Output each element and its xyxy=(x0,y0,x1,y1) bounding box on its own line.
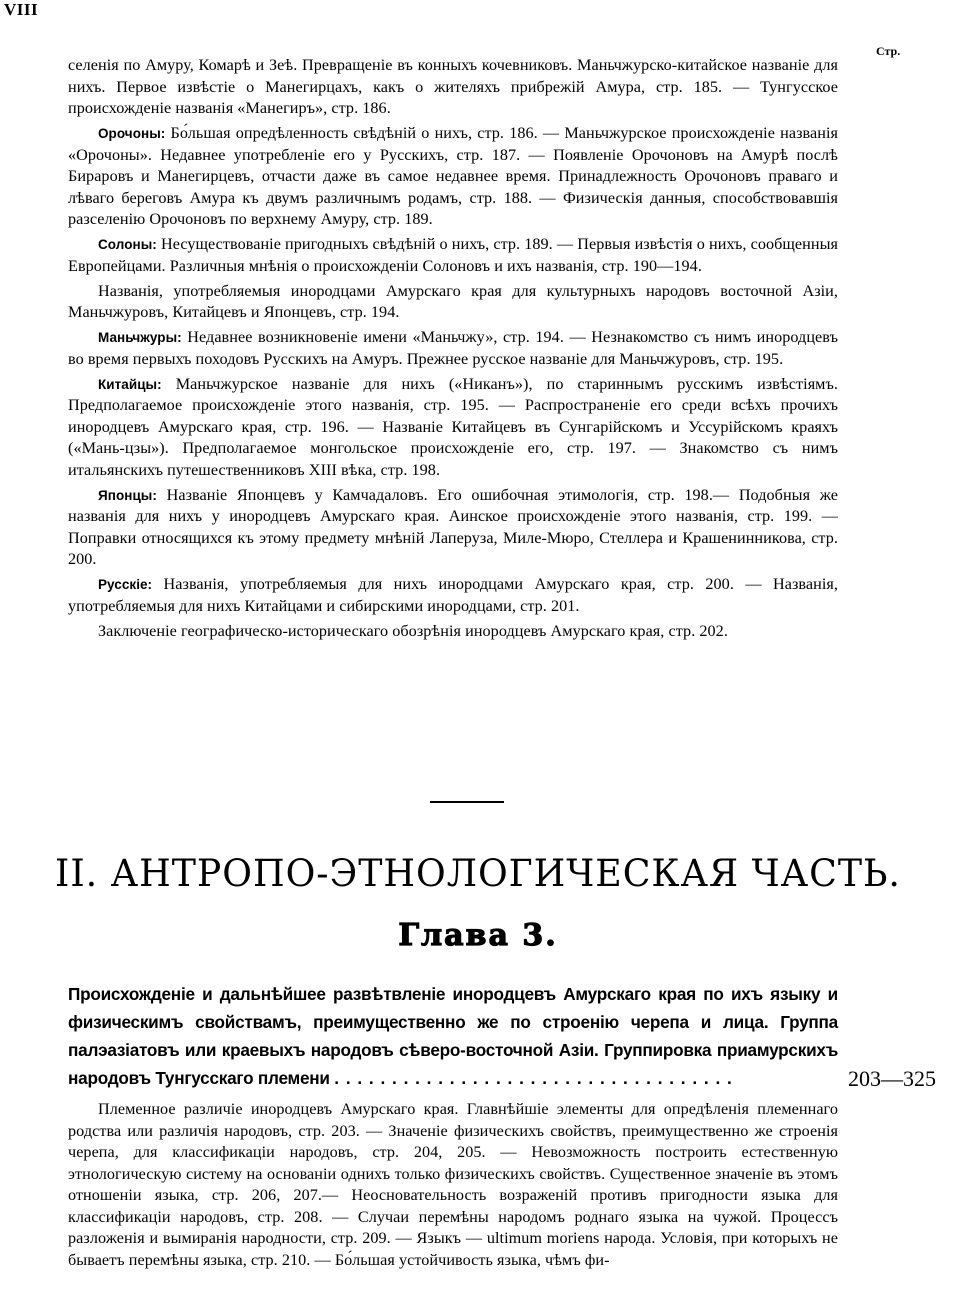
entry-text: Заключеніе географическо-историческаго обозрѣнія инородцевъ Амурскаго края, стр. 202. xyxy=(98,621,728,640)
entry-text: Названія, употребляемыя для нихъ инородцами Амурскаго края, стр. 200. — Названія, употребляемыя для нихъ Китайцами и сибирскими инородцами, стр. 201. xyxy=(68,575,838,615)
dot-leader: . . . . . . . . . . . . . . . . . . . . . . . . . . . . . . . . . . . xyxy=(334,1068,733,1088)
toc-entry xyxy=(68,374,838,482)
entry-keyword: Русскіе: xyxy=(98,577,153,592)
entry-text: Несуществованіе пригодныхъ свѣдѣній о нихъ, стр. 189. — Первыя извѣстія о нихъ, сообщенныя Европейцами. Различныя мнѣнія о происхожденіи Солоновъ и ихъ названія, стр. 190—194. xyxy=(68,235,838,275)
entry-keyword: Орочоны: xyxy=(98,126,166,141)
entry-keyword: Солоны: xyxy=(98,237,157,252)
page-number: VIII xyxy=(4,0,39,19)
toc-entries-top xyxy=(68,55,838,646)
chapter-summary-text: Происхожденіе и дальнѣйшее развѣтвленіе инородцевъ Амурскаго края по ихъ языку и физическимъ свойствамъ, преимущественно же по строенію черепа и лица. Группа палэазіатовъ или краевыхъ народовъ сѣверо-восточной Азіи. Группировка приамурскихъ народовъ Тунгусскаго племени xyxy=(68,984,838,1088)
entry-text: Маньчжурское названіе для нихъ («Никанъ»), по стариннымъ русскимъ извѣстіямъ. Предполагаемое происхожденіе этого названія, стр. 195. — Распространеніе его среди всѣхъ прочихъ инородцевъ Амурскаго края, стр. 196. — Названіе Китайцевъ въ Сунгарійскомъ и Уссурійскомъ краяхъ («Мань-цзы»). Предполагаемое монгольское происхожденіе его, стр. 197. — Знакомство съ нимъ итальянскихъ путешественниковъ XIII вѣка, стр. 198. xyxy=(68,374,838,479)
part-title: II. АНТРОПО-ЭТНОЛОГИЧЕСКАЯ ЧАСТЬ. xyxy=(55,852,901,895)
toc-entry xyxy=(68,485,838,571)
section-divider xyxy=(430,801,504,803)
entry-text: Племенное различіе инородцевъ Амурскаго края. Главнѣйшіе элементы для опредѣленія племеннаго родства или различія народовъ, стр. 203. — Значеніе физическихъ свойствъ, преимущественно же строенія черепа, для классификаціи народовъ, стр. 204, 205. — Невозможность построить естественную этнологическую систему на основаніи однихъ только физическихъ свойствъ. Существенное значеніе въ этомъ отношеніи языка, стр. 206, 207.— Неосновательность возраженій противъ пригодности языка для классификаціи народовъ, стр. 208. — Случаи перемѣны народомъ роднаго языка на чужой. Процессъ разложенія и вымиранія народности, стр. 209. — Языкъ — ultimum moriens народа. Условія, при которыхъ не бываетъ перемѣны языка, стр. 210. — Бо́льшая устойчивость языка, чѣмъ фи- xyxy=(68,1100,838,1269)
page-column-label: Стр. xyxy=(876,44,901,58)
toc-entry xyxy=(68,123,838,231)
chapter-page-range: 203—325 xyxy=(848,1066,936,1091)
toc-entries-bottom xyxy=(68,1099,838,1275)
entry-keyword: Китайцы: xyxy=(98,376,162,392)
toc-entry xyxy=(68,574,838,617)
toc-entry xyxy=(68,234,838,277)
entry-text: Бо́льшая опредѣленность свѣдѣній о нихъ, стр. 186. — Маньчжурское происхожденіе названія «Орочоны». Недавнее употребленіе его у Русскихъ, стр. 187. — Появленіе Орочоновъ на Амурѣ послѣ Бираровъ и Манегирцевъ, отчасти даже въ самое недавнее время. Принадлежность Орочоновъ праваго и лѣваго береговъ Амура къ двумъ различнымъ родамъ, стр. 188. — Физическія данныя, способствовавшія разселенію Орочоновъ по верхнему Амуру, стр. 189. xyxy=(68,124,838,228)
toc-entry xyxy=(68,327,838,370)
chapter-title: Глава 3. xyxy=(398,918,558,953)
entry-text: Названія, употребляемыя инородцами Амурскаго края для культурныхъ народовъ восточной Азіи, Маньчжуровъ, Китайцевъ и Японцевъ, стр. 194. xyxy=(68,281,838,321)
entry-text: селенія по Амуру, Комарѣ и Зеѣ. Превращеніе въ конныхъ кочевниковъ. Маньчжурско-китайское названіе для нихъ. Первое извѣстіе о Манегирцахъ, какъ о жителяхъ прибрежій Амура, стр. 185. — Тунгусское происхожденіе названія «Манегиръ», стр. 186. xyxy=(68,56,838,117)
entry-keyword: Японцы: xyxy=(98,487,157,503)
toc-entry xyxy=(68,55,838,120)
toc-entry xyxy=(68,281,838,324)
chapter-summary xyxy=(68,980,838,1092)
toc-entry xyxy=(68,621,838,643)
toc-entry xyxy=(68,1099,838,1271)
entry-text: Недавнее возникновеніе имени «Маньчжу», стр. 194. — Незнакомство съ нимъ инородцевъ во время первыхъ походовъ Русскихъ на Амуръ. Прежнее русское названіе для Маньчжуровъ, стр. 195. xyxy=(68,328,838,368)
entry-keyword: Маньчжуры: xyxy=(98,330,182,345)
entry-text: Названіе Японцевъ у Камчадаловъ. Его ошибочная этимологія, стр. 198.— Подобныя же названія для нихъ у инородцевъ Амурскаго края. Аинское происхожденіе этого названія, стр. 199. — Поправки относящихся къ этому предмету мнѣній Лаперуза, Миле-Мюро, Стеллера и Крашенинникова, стр. 200. xyxy=(68,485,838,568)
